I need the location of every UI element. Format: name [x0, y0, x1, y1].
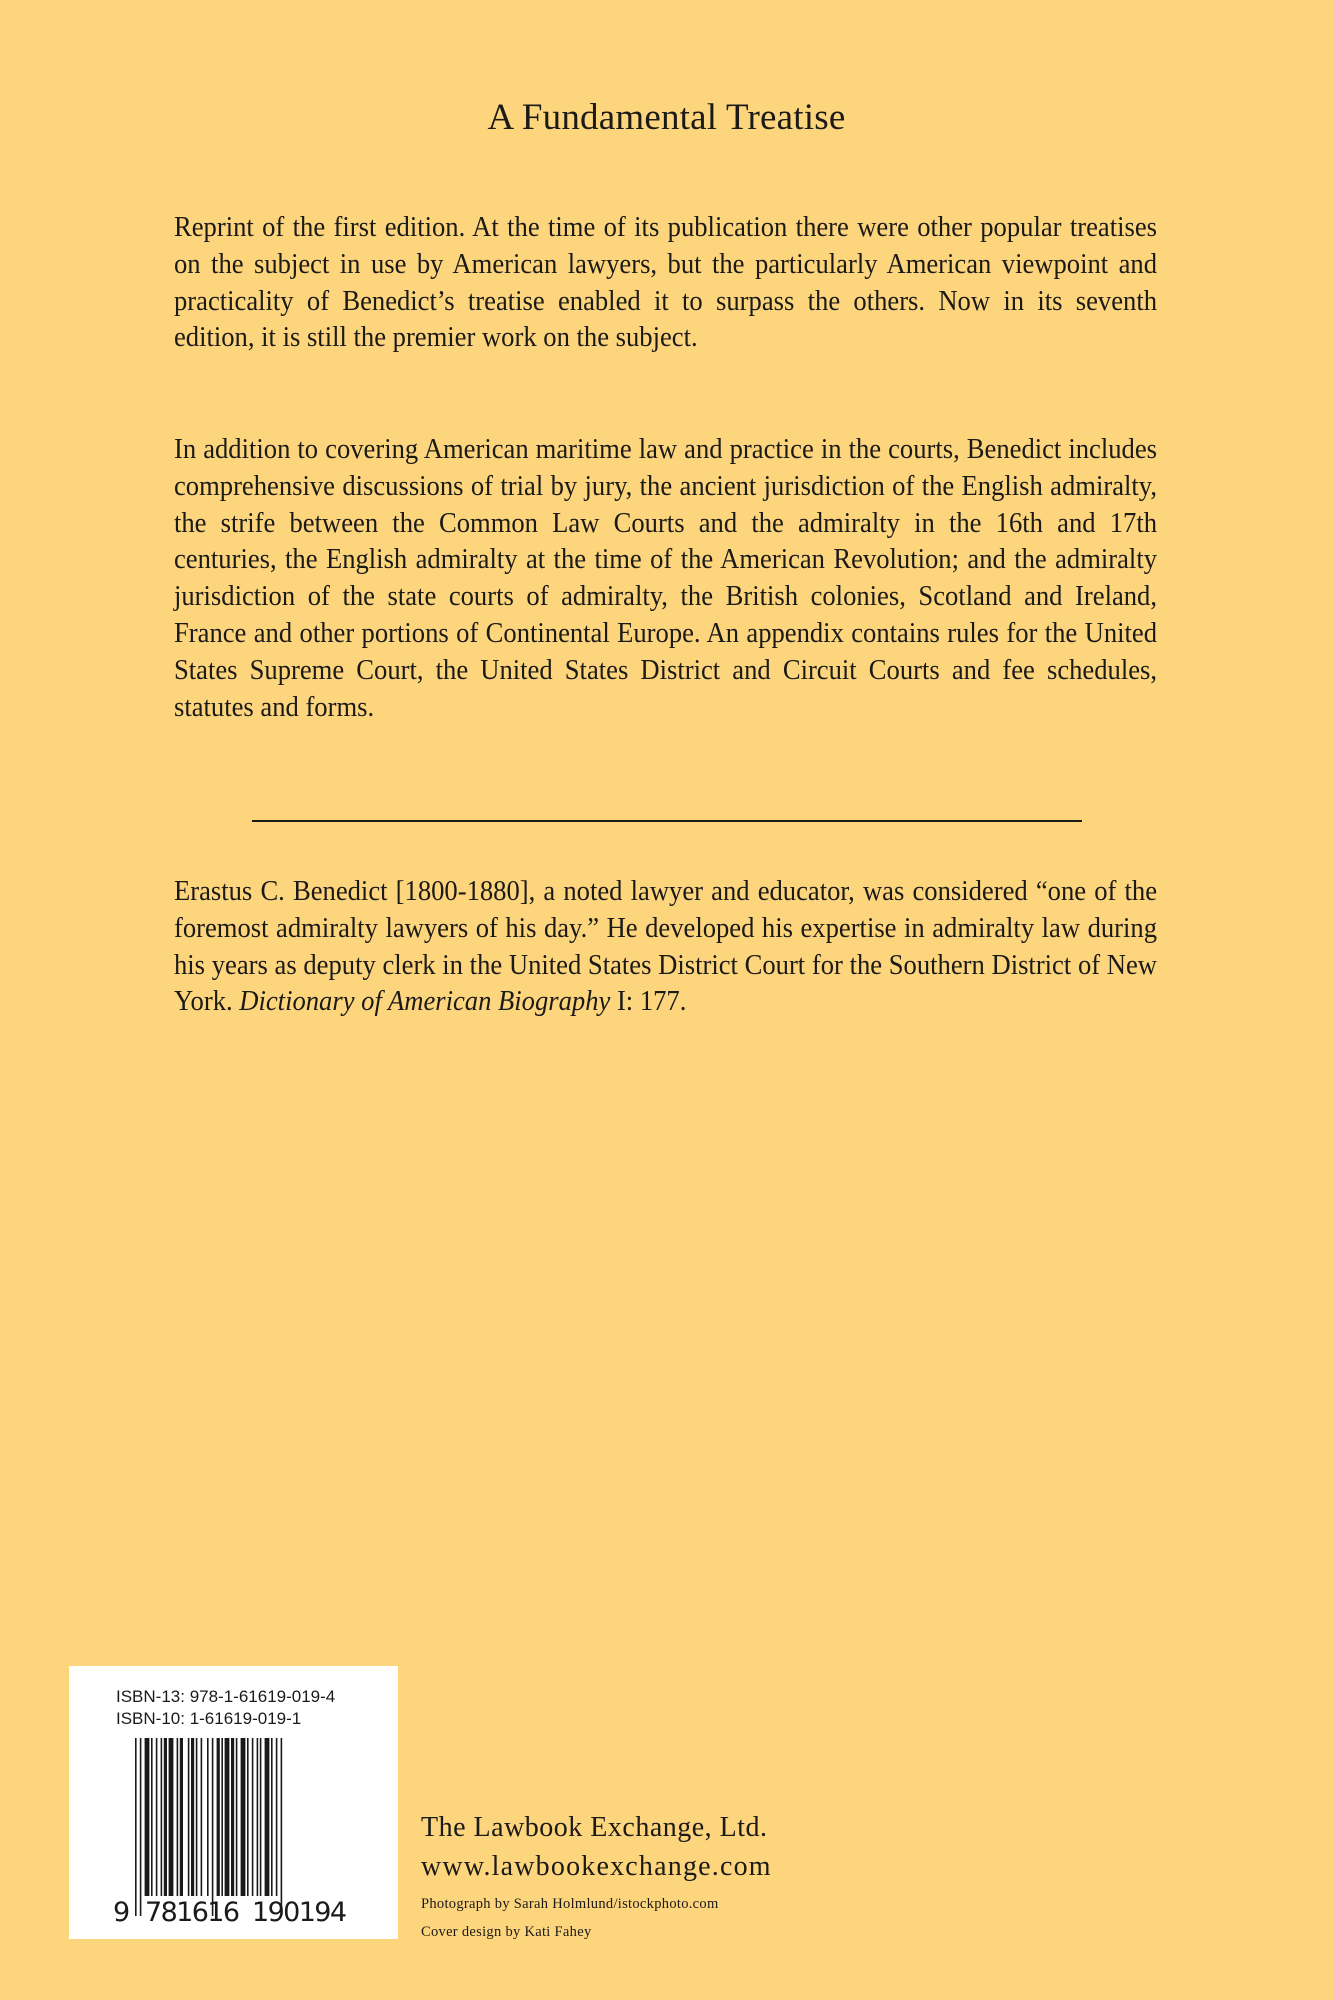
barcode-bar	[281, 1738, 283, 1916]
barcode-lead-digit: 9	[113, 1897, 131, 1928]
barcode-bar	[145, 1738, 150, 1896]
barcode-bar	[151, 1738, 153, 1896]
barcode-bar	[225, 1738, 230, 1896]
barcode-bar	[177, 1738, 179, 1896]
photo-credit: Photograph by Sarah Holmlund/istockphoto.com	[421, 1896, 719, 1912]
barcode-bar	[241, 1738, 246, 1896]
barcode-bar	[164, 1738, 167, 1896]
barcode-bar	[212, 1738, 214, 1916]
divider-rule	[252, 820, 1082, 822]
barcode-bar	[271, 1738, 273, 1896]
description-paragraph-1: Reprint of the first edition. At the time of its publication there were other popular treatises on the subject in use by American lawyers, but the particularly American viewpoint and practicality of Benedict’s treatise enabled it to surpass the others. Now in its seventh edition, it is still the premier work on the subject.	[174, 212, 1158, 354]
barcode-bar	[140, 1738, 142, 1916]
author-bio-text: Erastus C. Benedict [1800-1880], a noted lawyer and educator, was considered “one of the foremost admiralty lawyers of his day.” He developed his expertise in admiralty law during his years as deputy clerk in the United States District Court for the Southern District of New York.	[174, 876, 1158, 1018]
barcode-bar	[231, 1738, 234, 1896]
barcode-bar	[221, 1738, 223, 1896]
publisher-website: www.lawbookexchange.com	[421, 1851, 772, 1882]
barcode-bar	[135, 1738, 137, 1916]
barcode-bar	[201, 1738, 203, 1896]
barcode-bar	[260, 1738, 262, 1896]
barcode-bar	[207, 1738, 209, 1896]
design-credit: Cover design by Kati Fahey	[421, 1924, 592, 1940]
isbn-barcode-label	[69, 1666, 398, 1939]
barcode-bar	[161, 1738, 163, 1896]
barcode-bar	[156, 1738, 158, 1896]
barcode-image	[113, 1738, 360, 1928]
barcode-bar	[265, 1738, 270, 1896]
barcode-bar	[247, 1738, 249, 1896]
barcode-bar	[257, 1738, 259, 1896]
isbn-10: ISBN-10: 1-61619-019-1	[116, 1709, 302, 1728]
barcode-right-digits: 190194	[252, 1897, 347, 1928]
citation-title: Dictionary of American Biography	[239, 986, 611, 1018]
barcode-bar	[217, 1738, 220, 1896]
barcode-bar	[188, 1738, 190, 1896]
description-paragraph-2: In addition to covering American maritime law and practice in the courts, Benedict includes comprehensive discussions of trial by jury, the ancient jurisdiction of the English admiralty, the strife between the Common Law Courts and the admiralty in the 16th and 17th centuries, the English admiralty at the time of the American Revolution; and the admiralty jurisdiction of the state courts of admiralty, the British colonies, Scotland and Ireland, France and other portions of Continental Europe. An appendix contains rules for the United States Supreme Court, the United States District and Circuit Courts and fee schedules, statutes and forms.	[174, 434, 1158, 723]
barcode-bar	[191, 1738, 194, 1896]
barcode-bar	[169, 1738, 174, 1896]
cover-title: A Fundamental Treatise	[487, 97, 846, 138]
barcode-left-digits: 781616	[145, 1897, 240, 1928]
author-bio-paragraph	[174, 874, 1157, 1021]
publisher-name: The Lawbook Exchange, Ltd.	[421, 1812, 768, 1843]
barcode-bar	[196, 1738, 198, 1896]
barcode-bar	[236, 1738, 238, 1896]
isbn-13: ISBN-13: 978-1-61619-019-4	[116, 1687, 336, 1706]
barcode-bar	[276, 1738, 278, 1896]
barcode-bar	[180, 1738, 183, 1896]
citation-reference: I: 177.	[610, 986, 687, 1018]
barcode-bar	[252, 1738, 254, 1896]
